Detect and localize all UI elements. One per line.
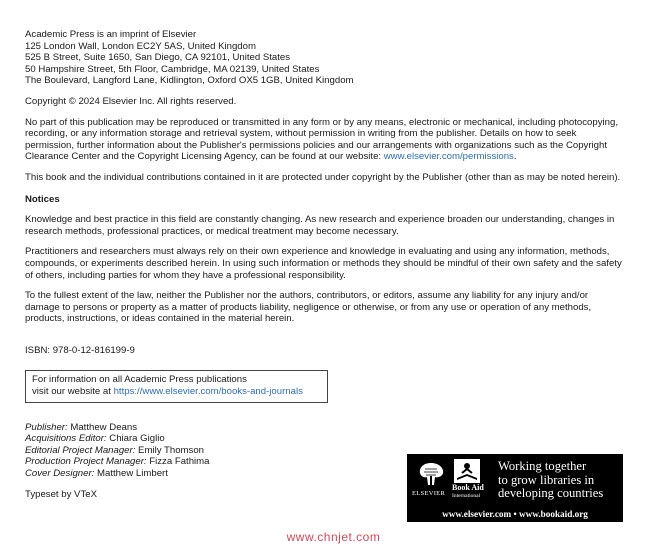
slogan-line-2: to grow libraries in xyxy=(498,472,595,487)
watermark: www.chnjet.com xyxy=(286,530,381,544)
credit-role: Publisher: xyxy=(25,421,68,433)
notices-heading: Notices xyxy=(25,193,60,205)
typeset-line: Typeset by VTeX xyxy=(25,488,97,500)
address-cambridge: 50 Hampshire Street, 5th Floor, Cambridge, MA 02139, United States xyxy=(25,63,320,75)
credit-name: Chiara Giglio xyxy=(106,433,165,445)
credit-role: Cover Designer: xyxy=(25,468,95,480)
notices-paragraph-2: Practitioners and researchers must always rely on their own experience and knowledge in evaluating and using any information, methods, compounds, or experiments described herein. In using such information or methods they should be mindful of their own safety and the safety of others, including parties for whom they have a professional responsibility. xyxy=(25,246,622,281)
info-box xyxy=(25,370,328,402)
book-aid-subtitle: International xyxy=(452,493,481,499)
address-oxford: The Boulevard, Langford Lane, Kidlington, Oxford OX5 1GB, United Kingdom xyxy=(25,75,354,87)
credit-publisher xyxy=(25,422,625,434)
slogan-line-3: developing countries xyxy=(498,486,604,501)
address-san-diego: 525 B Street, Suite 1650, San Diego, CA 92101, United States xyxy=(25,52,291,64)
copyright-page xyxy=(25,29,625,500)
copyright-line: Copyright © 2024 Elsevier Inc. All rights reserved. xyxy=(25,95,237,107)
notices-paragraph-3: To the fullest extent of the law, neither the Publisher nor the authors, contributors, or editors, assume any liability for any injury and/or damage to persons or property as a matter of products liability, negligence or otherwise, or from any use or operation of any methods, products, instructions, or ideas contained in the material herein. xyxy=(25,290,592,325)
permissions-end: . xyxy=(513,151,517,163)
elsevier-tree-logo-icon xyxy=(415,459,447,487)
info-box-line-2 xyxy=(32,386,321,398)
permissions-link[interactable]: www.elsevier.com/permissions xyxy=(383,151,514,163)
badge-urls[interactable]: www.elsevier.com • www.bookaid.org xyxy=(442,509,588,519)
credit-role: Editorial Project Manager: xyxy=(25,444,136,456)
contributions-paragraph: This book and the individual contributions contained in it are protected under copyright by the Publisher (other than as may be noted herein). xyxy=(25,171,621,183)
credit-name: Matthew Limbert xyxy=(94,468,168,480)
info-box-prefix: visit our website at xyxy=(32,386,114,398)
credit-name: Matthew Deans xyxy=(67,421,137,433)
notices-paragraph-1: Knowledge and best practice in this field are constantly changing. As new research and experience broaden our understanding, changes in research methods, professional practices, or medical treatment may become necessary. xyxy=(25,214,615,237)
credit-role: Acquisitions Editor: xyxy=(25,433,107,445)
slogan-line-1: Working together xyxy=(498,459,587,473)
books-journals-link[interactable]: https://www.elsevier.com/books-and-journals xyxy=(113,386,303,398)
address-london: 125 London Wall, London EC2Y 5AS, United Kingdom xyxy=(25,40,256,52)
info-box-line-1: For information on all Academic Press publications xyxy=(32,374,247,386)
publisher-address-block xyxy=(25,29,625,87)
badge-slogan xyxy=(498,460,603,501)
credit-role: Production Project Manager: xyxy=(25,456,147,468)
book-aid-logo-icon xyxy=(454,459,480,483)
book-aid-badge xyxy=(407,454,623,522)
permissions-paragraph xyxy=(25,117,625,163)
badge-top xyxy=(407,454,623,506)
imprint-line: Academic Press is an imprint of Elsevier xyxy=(25,29,197,40)
credit-name: Emily Thomson xyxy=(135,444,204,456)
book-aid-name: Book Aid xyxy=(452,483,484,492)
credit-acquisitions-editor xyxy=(25,433,625,445)
elsevier-name: ELSEVIER xyxy=(412,490,446,497)
isbn: ISBN: 978-0-12-816199-9 xyxy=(25,344,135,356)
credit-name: Fizza Fathima xyxy=(146,456,210,468)
permissions-text: No part of this publication may be reproduced or transmitted in any form or by any means, electronic or mechanical, including photocopying, recording, or any information storage and retrieval system, without permission in writing from the publisher. Details on how to seek permission, further information about the Publisher's permissions policies and our arrangements with organizations such as the Copyright Clearance Center and the Copyright Licensing Agency, can be found at our website: xyxy=(25,116,618,163)
